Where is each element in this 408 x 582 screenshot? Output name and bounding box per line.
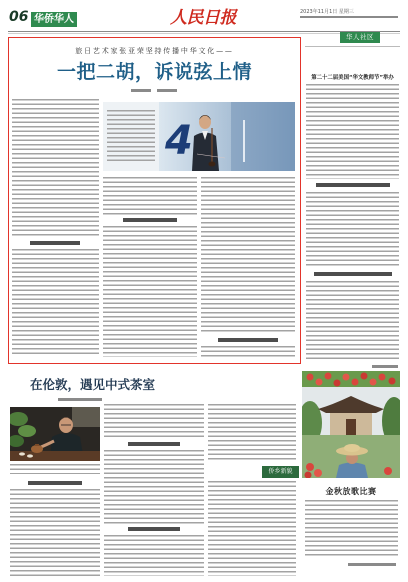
masthead-logo: 人民日报 (170, 8, 236, 28)
subheading (30, 241, 80, 245)
sidebar-headline: 第二十二届美国“华文教师节”举办 (311, 75, 394, 81)
issue-date: 2023年11月1日 星期三 (300, 9, 354, 15)
sidebar-headline (316, 183, 390, 187)
sidebar-badge: 华人社区 (340, 32, 380, 43)
body-text (103, 226, 197, 357)
page-number: 06 (9, 9, 29, 25)
feature-badge: 侨乡新貌 (262, 466, 299, 478)
subheading (128, 527, 180, 531)
byline (131, 89, 151, 92)
byline (58, 398, 102, 401)
body-text (306, 281, 399, 362)
photo-credit (243, 120, 245, 162)
photo-caption (103, 102, 159, 171)
subheading (128, 442, 180, 446)
body-text (201, 177, 295, 334)
studio-panel (231, 102, 295, 171)
subheading (123, 218, 177, 222)
feature-title: 金秋放歌比赛 (325, 487, 377, 496)
body-text (10, 489, 100, 576)
body-text (104, 535, 204, 576)
sidebar-headline (314, 272, 392, 276)
channel-logo-number: 4 (165, 118, 193, 164)
flowers-top (302, 371, 400, 387)
feature-caption (305, 500, 398, 558)
photo-caption (10, 464, 100, 474)
subheading (28, 481, 82, 485)
hometown-photo (302, 371, 400, 478)
section-badge: 华侨华人 (31, 12, 77, 27)
article-headline: 在伦敦，遇见中式茶室 (30, 377, 156, 392)
body-text (208, 481, 296, 576)
body-text (201, 346, 295, 357)
tea-table (10, 451, 100, 461)
byline (157, 89, 177, 92)
body-text (12, 249, 99, 357)
article-kicker: 旅日艺术家张亚荣坚持传播中华文化—— (75, 47, 234, 55)
body-text (12, 99, 99, 238)
body-text (104, 450, 204, 524)
photo-credit (348, 563, 396, 566)
caption-text (107, 110, 155, 162)
studio-photo (159, 102, 295, 171)
editor-line (300, 16, 398, 18)
featured-article-frame (8, 37, 301, 364)
source-note (372, 365, 398, 368)
article-headline: 一把二胡，诉说弦上情 (56, 61, 252, 83)
sidebar-rule (305, 46, 400, 47)
body-text (103, 177, 197, 215)
body-text (306, 192, 399, 268)
body-text (104, 404, 204, 440)
tea-house-photo (10, 407, 100, 461)
subheading (218, 338, 278, 342)
window-light (72, 407, 100, 427)
body-text (306, 84, 399, 179)
body-text (208, 404, 296, 462)
